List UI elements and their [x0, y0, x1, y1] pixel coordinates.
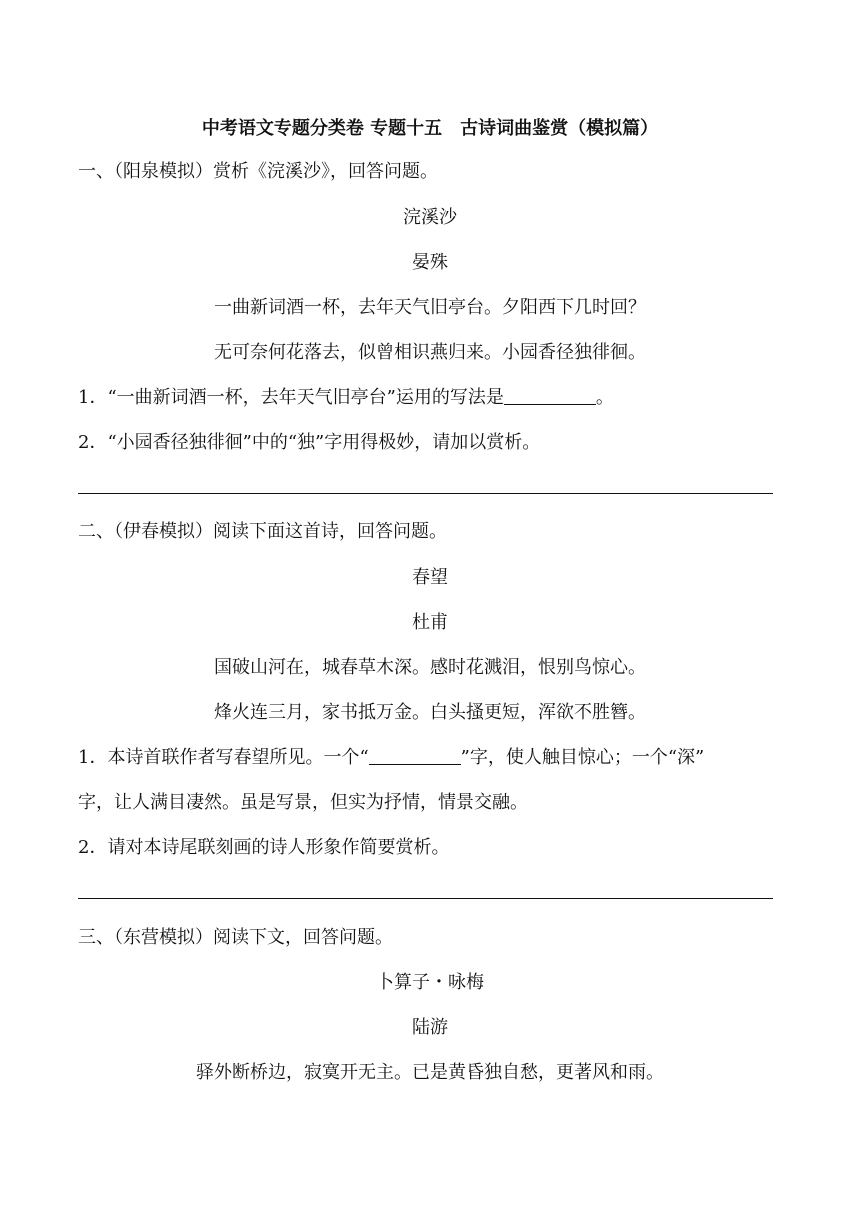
section-2-question-1-line-1: [78, 746, 786, 770]
question-text-part-2: ”字，使人触目惊心；一个“深”: [460, 747, 705, 768]
question-text: [78, 746, 704, 770]
section-2-answer-line[interactable]: [78, 898, 773, 899]
section-2-poem-line-2: 烽火连三月，家书抵万金。白头搔更短，浑欲不胜簪。: [214, 702, 646, 723]
section-3-poem-line-1: 驿外断桥边，寂寞开无主。已是黄昏独自愁，更著风和雨。: [196, 1062, 664, 1083]
section-3-poem-title: 卜算子・咏梅: [376, 972, 484, 993]
section-1-poem-title: 浣溪沙: [403, 207, 457, 228]
section-1-poem-line-2: 无可奈何花落去，似曾相识燕归来。小园香径独徘徊。: [214, 342, 646, 363]
answer-blank[interactable]: [504, 386, 596, 405]
section-2-poem-author: 杜甫: [412, 612, 448, 633]
question-text: 1．“一曲新词酒一杯，去年天气旧亭台”运用的写法是: [78, 387, 504, 408]
answer-blank[interactable]: [369, 746, 461, 765]
section-1-heading: 一、（阳泉模拟）赏析《浣溪沙》，回答问题。: [78, 161, 438, 182]
question-text-end: 。: [595, 387, 614, 408]
section-2-question-1-line-2: 字，让人满目凄然。虽是写景，但实为抒情，情景交融。: [78, 792, 528, 813]
document-title: 中考语文专题分类卷 专题十五 古诗词曲鉴赏（模拟篇）: [201, 118, 659, 139]
section-2-poem-title: 春望: [412, 567, 448, 588]
section-3-poem-author: 陆游: [412, 1017, 448, 1038]
section-1-poem-author: 晏殊: [412, 252, 448, 273]
section-1-question-1: [78, 386, 614, 410]
section-1-question-2: 2．“小园香径独徘徊”中的“独”字用得极妙，请加以赏析。: [78, 432, 541, 453]
section-2-question-2: 2．请对本诗尾联刻画的诗人形象作简要赏析。: [78, 837, 450, 858]
section-3-heading: 三、（东营模拟）阅读下文，回答问题。: [78, 927, 393, 948]
section-2-poem-line-1: 国破山河在，城春草木深。感时花溅泪，恨别鸟惊心。: [214, 657, 646, 678]
section-1-answer-line[interactable]: [78, 493, 773, 494]
section-1-poem-line-1: 一曲新词酒一杯，去年天气旧亭台。夕阳西下几时回？: [214, 297, 646, 318]
question-text-part-1: 1．本诗首联作者写春望所见。一个“: [78, 747, 369, 768]
section-2-heading: 二、（伊春模拟）阅读下面这首诗，回答问题。: [78, 521, 447, 542]
